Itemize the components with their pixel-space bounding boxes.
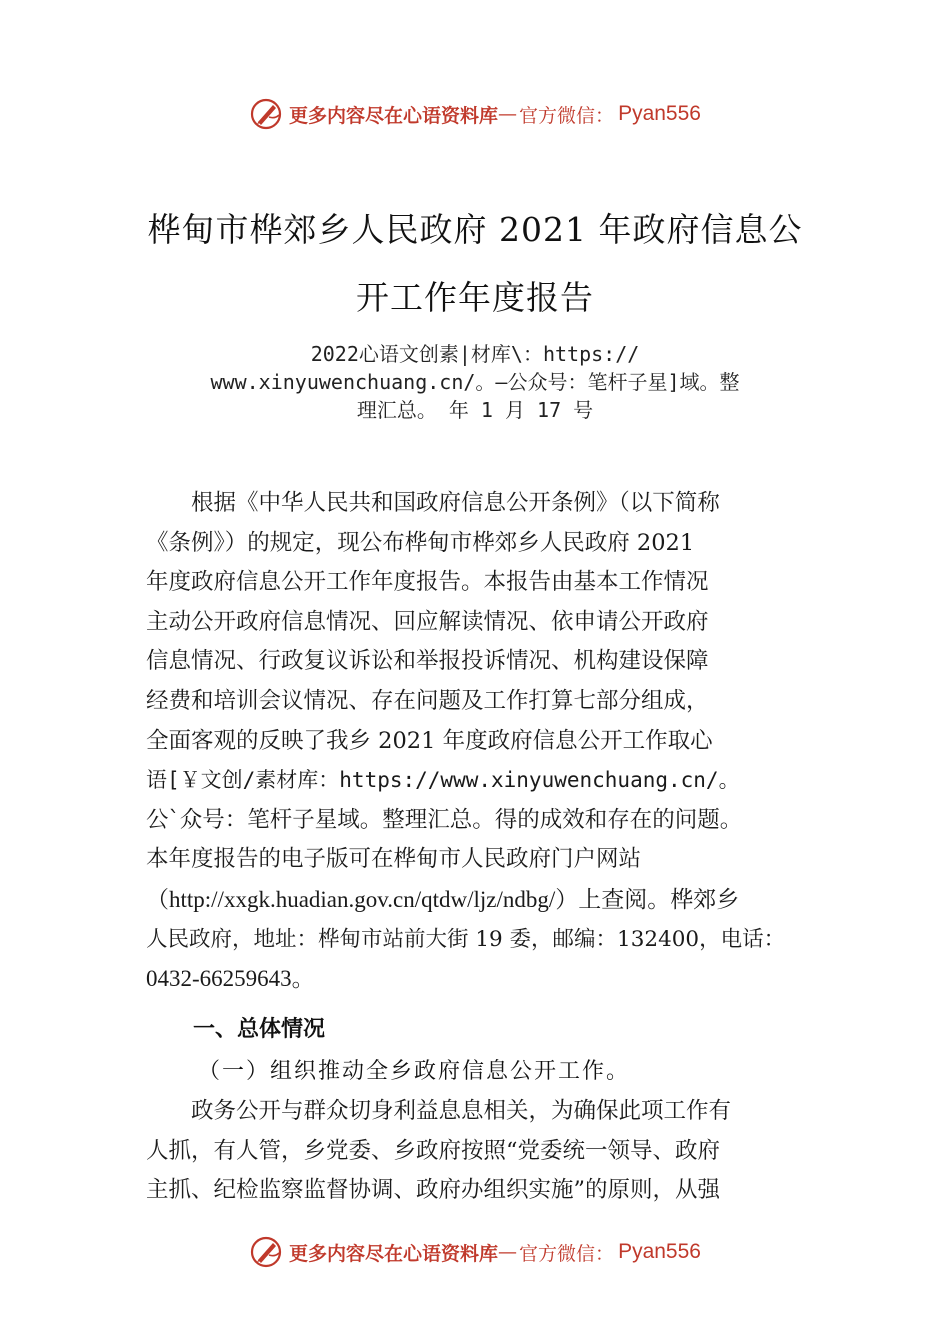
paragraph-line: 信息情况、行政复议诉讼和举报投诉情况、机构建设保障 — [146, 648, 709, 675]
paragraph-line: 经费和培训会议情况、存在问题及工作打算七部分组成， — [146, 687, 709, 714]
document-title-line-2: 开工作年度报告 — [356, 278, 594, 317]
paragraph-line: 0432-66259643。 — [146, 966, 315, 992]
document-subtitle — [150, 340, 800, 424]
paragraph-line: 根据《中华人民共和国政府信息公开条例》（以下简称 — [146, 490, 720, 516]
paragraph-line: 主抓、纪检监察监督协调、政府办组织实施”的原则，从强 — [146, 1177, 721, 1204]
paragraph-line: 主动公开政府信息情况、回应解读情况、依申请公开政府 — [146, 608, 709, 635]
top-banner — [0, 92, 950, 136]
subtitle-line: www.xinyuwenchuang.cn/。—公众号：笔杆子星]域。整 — [210, 370, 740, 394]
section-heading: 一、总体情况 — [193, 1017, 326, 1042]
pen-logo-icon — [249, 97, 283, 131]
banner-wechat-id: Pyan556 — [618, 102, 701, 125]
paragraph-line: （http://xxgk.huadian.gov.cn/qtdw/ljz/ndbg/）上查阅。桦郊乡 — [146, 886, 740, 912]
paragraph-line: 年度政府信息公开工作年度报告。本报告由基本工作情况 — [146, 569, 709, 596]
banner-separator: — — [498, 1241, 518, 1263]
banner-brand-text: 更多内容尽在心语资料库 — [289, 1242, 499, 1265]
subtitle-line: 2022心语文创素|材库\：https:// — [310, 342, 640, 366]
banner-brand-text: 更多内容尽在心语资料库 — [289, 104, 499, 127]
paragraph-line: 本年度报告的电子版可在桦甸市人民政府门户网站 — [146, 846, 642, 873]
bottom-banner — [0, 1230, 950, 1274]
banner-wechat-label: 官方微信： — [519, 1242, 615, 1265]
banner-wechat-label: 官方微信： — [519, 104, 615, 127]
banner-separator: — — [498, 103, 518, 125]
pen-logo-icon — [249, 1235, 283, 1269]
paragraph-line: 全面客观的反映了我乡 2021 年度政府信息公开工作取心 — [146, 727, 713, 754]
subsection-heading: （一）组织推动全乡政府信息公开工作。 — [198, 1059, 631, 1084]
paragraph-line: 政务公开与群众切身利益息息相关，为确保此项工作有 — [146, 1098, 732, 1124]
banner-wechat-id: Pyan556 — [618, 1240, 701, 1263]
paragraph-line: 《条例》）的规定，现公布桦甸市桦郊乡人民政府 2021 — [146, 529, 695, 556]
intro-paragraph — [146, 484, 826, 999]
paragraph-line: 人民政府，地址：桦甸市站前大街 19 委，邮编：132400，电话： — [146, 926, 786, 952]
document-title-line-1: 桦甸市桦郊乡人民政府 2021 年政府信息公 — [147, 210, 803, 249]
body-paragraph — [146, 1092, 826, 1211]
paragraph-line: 人抓，有人管，乡党委、乡政府按照“党委统一领导、政府 — [146, 1137, 721, 1164]
paragraph-line: 公`众号：笔杆子星域。整理汇总。得的成效和存在的问题。 — [146, 806, 743, 833]
subtitle-line: 理汇总。 年 1 月 17 号 — [356, 398, 594, 422]
paragraph-line: 语[￥文创/素材库：https://www.xinyuwenchuang.cn/。 — [146, 768, 740, 793]
